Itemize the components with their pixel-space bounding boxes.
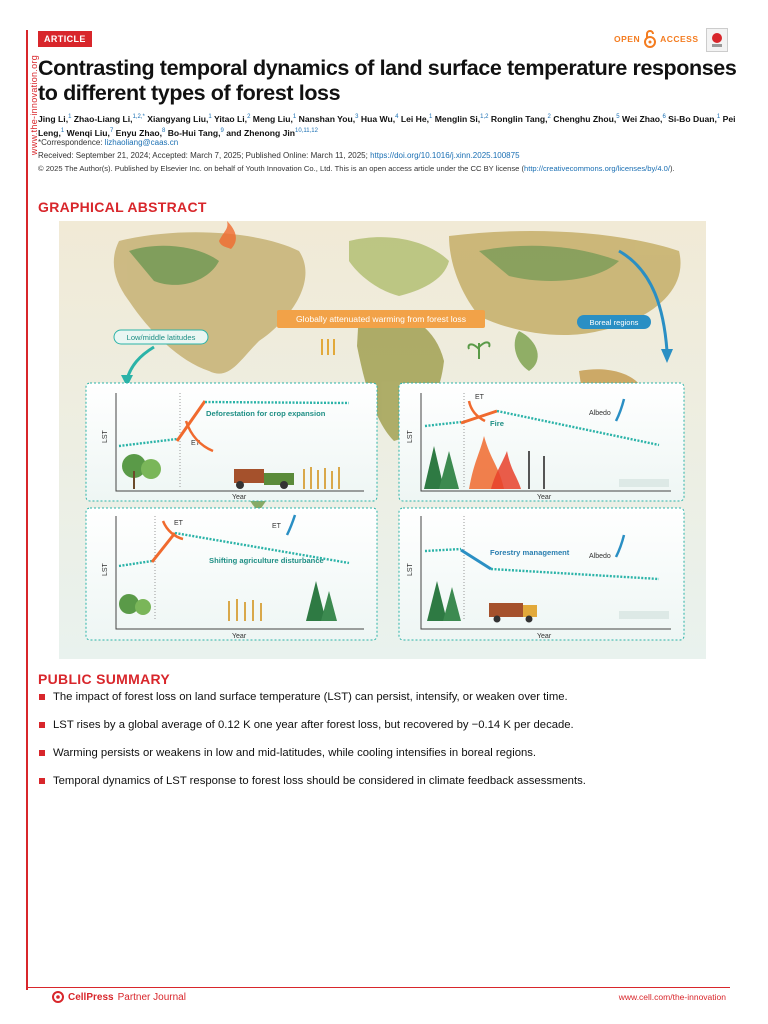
author-affiliation: 2	[247, 114, 251, 120]
tr-x-label: Year	[537, 494, 552, 501]
author-name: Pei Leng,	[38, 113, 736, 139]
footer-brand-name: CellPress	[68, 991, 114, 1003]
author-affiliation: 1	[60, 128, 65, 135]
author-affiliation: 8	[161, 128, 166, 135]
tr-albedo-label: Albedo	[589, 410, 611, 417]
author-affiliation: 3	[355, 114, 359, 120]
tl-et-label: ET	[191, 440, 200, 447]
br-x-label: Year	[537, 633, 552, 640]
tr-panel-label: Fire	[490, 419, 504, 428]
bl-y-label: LST	[102, 563, 109, 576]
left-tag-text: Low/middle latitudes	[126, 333, 196, 342]
tl-y-label: LST	[102, 430, 109, 443]
bl-et-label-1: ET	[174, 520, 183, 527]
author-name: Yitao Li,	[211, 113, 248, 124]
panel-deforestation	[86, 383, 377, 501]
license-link[interactable]: http://creativecommons.org/licenses/by/4.0/	[523, 164, 671, 173]
author-affiliation: 2	[547, 114, 551, 120]
author-name: Nanshan You,	[296, 113, 356, 124]
tl-x-label: Year	[232, 494, 247, 501]
panel-forestry-management	[399, 508, 684, 640]
tl-panel-label: Deforestation for crop expansion	[206, 409, 326, 418]
author-affiliation: 1	[716, 114, 721, 120]
author-name: Menglin Si,	[432, 113, 481, 124]
article-title: Contrasting temporal dynamics of land surface temperature responses to different types of forest loss	[38, 56, 737, 105]
author-name: Ronglin Tang,	[488, 113, 548, 124]
author-affiliation: 1	[292, 114, 297, 120]
public-summary-heading: PUBLIC SUMMARY	[38, 671, 171, 687]
author-affiliation: 9	[220, 128, 224, 135]
author-name: Bo-Hui Tang,	[165, 128, 221, 139]
graphical-abstract-heading: GRAPHICAL ABSTRACT	[38, 199, 207, 215]
br-albedo-label: Albedo	[589, 553, 611, 560]
author-name: Lei He,	[398, 113, 430, 124]
license-text: © 2025 The Author(s). Published by Elsevier Inc. on behalf of Youth Innovation Co., Ltd. This is an open access article under the CC BY license (	[38, 164, 524, 173]
journal-crest-icon	[706, 28, 728, 52]
footer-rule	[26, 987, 730, 988]
author-name: and Zhenong Jin	[223, 128, 296, 139]
author-name: Xiangyang Liu,	[144, 113, 209, 124]
journal-side-url[interactable]: www.the-innovation.org	[29, 54, 39, 156]
author-name: Si-Bo Duan,	[665, 113, 717, 124]
author-affiliation: 1	[429, 114, 433, 120]
side-rule	[26, 30, 28, 990]
license-end: ).	[670, 164, 675, 173]
footer-partner: Partner Journal	[117, 991, 186, 1003]
summary-item: Temporal dynamics of LST response to forest loss should be considered in climate feedback assessments.	[38, 774, 738, 788]
br-panel-label: Forestry management	[490, 548, 570, 557]
author-list	[38, 111, 738, 140]
summary-item: The impact of forest loss on land surface temperature (LST) can persist, intensify, or weaken over time.	[38, 690, 738, 704]
author-affiliation: 5	[616, 114, 620, 120]
author-affiliation: 1	[208, 114, 212, 120]
author-affiliation: 1	[68, 114, 72, 120]
open-access-right: ACCESS	[660, 34, 699, 44]
author-name: Jing Li,	[38, 113, 69, 124]
tr-et-label: ET	[475, 394, 484, 401]
author-affiliation: 1,2	[480, 114, 489, 120]
author-name: Enyu Zhao,	[113, 128, 162, 139]
summary-item: Warming persists or weakens in low and mid-latitudes, while cooling intensifies in boreal regions.	[38, 746, 738, 760]
bl-x-label: Year	[232, 633, 247, 640]
graphical-abstract	[59, 221, 706, 659]
author-name: Zhao-Liang Li,	[71, 113, 133, 124]
center-banner-text: Globally attenuated warming from forest loss	[295, 314, 467, 324]
open-access-left: OPEN	[614, 34, 641, 44]
author-affiliation: 7	[109, 128, 114, 135]
br-y-label: LST	[407, 563, 414, 576]
article-badge: ARTICLE	[38, 31, 92, 47]
author-name: Chenghu Zhou,	[550, 113, 617, 124]
correspondence-email[interactable]: lizhaoliang@caas.cn	[104, 138, 179, 147]
author-name: Wenqi Liu,	[64, 128, 110, 139]
author-name: Meng Liu,	[250, 113, 293, 124]
footer-brand	[52, 991, 186, 1003]
correspondence	[38, 138, 738, 147]
dates-text: Received: September 21, 2024; Accepted: March 7, 2025; Published Online: March 11, 2025;	[38, 151, 371, 160]
license-line	[38, 164, 738, 173]
correspondence-label: *Correspondence:	[38, 138, 105, 147]
public-summary-list	[38, 690, 738, 802]
footer-url[interactable]: www.cell.com/the-innovation	[618, 992, 726, 1002]
open-access-logo	[614, 28, 699, 50]
panel-shifting-agriculture	[86, 508, 377, 640]
bl-et-label-2: ET	[272, 523, 281, 530]
cellpress-logo-icon	[52, 991, 64, 1003]
author-name: Hua Wu,	[358, 113, 396, 124]
author-affiliation: 1,2,*	[132, 114, 145, 120]
summary-item: LST rises by a global average of 0.12 K one year after forest loss, but recovered by −0.14 K per decade.	[38, 718, 738, 732]
author-affiliation: 10,11,12	[295, 128, 318, 135]
author-affiliation: 4	[395, 114, 399, 120]
tr-y-label: LST	[407, 430, 414, 443]
author-name: Wei Zhao,	[619, 113, 663, 124]
author-affiliation: 6	[662, 114, 666, 120]
doi-link[interactable]: https://doi.org/10.1016/j.xinn.2025.100875	[370, 151, 520, 160]
bl-panel-label: Shifting agriculture disturbance	[209, 556, 324, 565]
panel-fire	[399, 383, 684, 501]
open-lock-icon	[643, 30, 657, 48]
article-dates	[38, 151, 738, 160]
right-tag-text: Boreal regions	[589, 318, 639, 327]
